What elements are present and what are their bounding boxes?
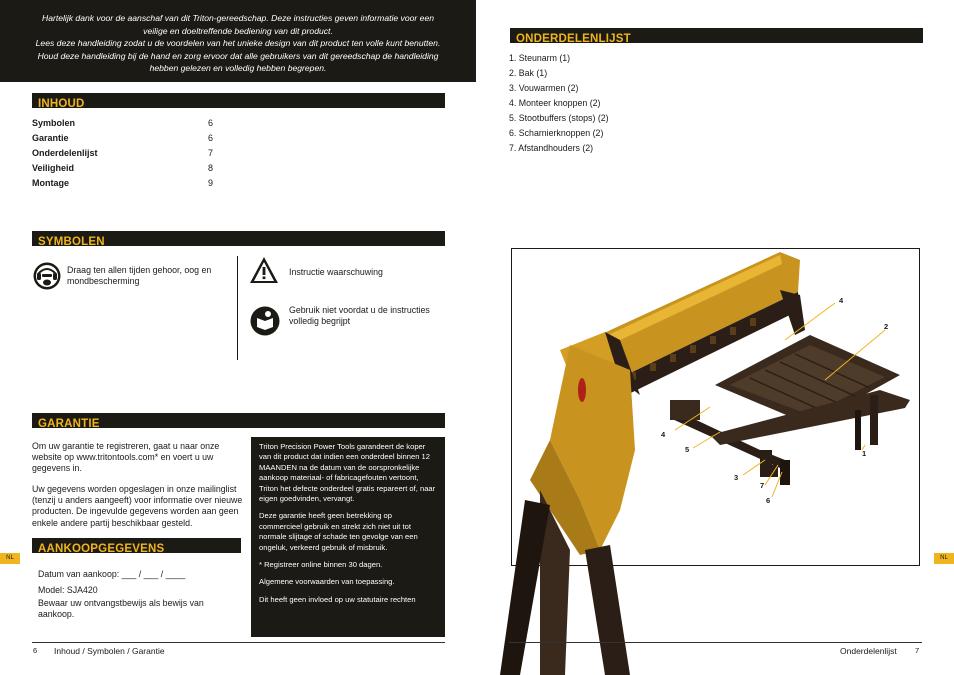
toc-page: 8 (208, 163, 214, 173)
callout-label: 4 (839, 296, 844, 305)
warranty-term: Deze garantie heeft geen betrekking op commercieel gebruik en strekt zich niet uit tot normale slijtage of schade ten gevolge van een ongeluk, verkeerd gebruik of misbruik. (259, 511, 418, 552)
inhoud-header (32, 93, 445, 108)
garantie-title: GARANTIE (38, 418, 100, 430)
parts-item: 4. Monteer knoppen (2) (509, 98, 601, 108)
callout-label: 2 (884, 322, 889, 331)
toc-row[interactable] (32, 118, 232, 133)
intro-line: Houd deze handleiding bij de hand en zorg ervoor dat alle gebruikers van dit gereedschap de handleiding (37, 50, 439, 61)
callout-label: 5 (685, 445, 690, 454)
callout-label: 3 (734, 473, 739, 482)
symbolen-header (32, 231, 445, 246)
onderdelen-title: ONDERDELENLIJST (516, 33, 631, 45)
symbol-divider (237, 256, 238, 360)
footer-rule-right (509, 642, 922, 643)
purchase-date-line: Datum van aankoop: ___ / ___ / ____ (38, 569, 186, 579)
parts-list (509, 53, 709, 158)
ppe-text: Draag ten allen tijden gehoor, oog en mondbescherming (67, 265, 212, 286)
toc-row[interactable] (32, 163, 232, 178)
callout-label: 4 (661, 430, 666, 439)
toc-name: Veiligheid (32, 163, 75, 173)
page-number-right: 7 (915, 646, 920, 655)
model-line: Model: SJA420 (38, 585, 98, 595)
aankoop-header (32, 538, 241, 553)
intro-line: veilige en doeltreffende bediening van dit product. (143, 25, 333, 36)
parts-item: 1. Steunarm (1) (509, 53, 571, 63)
intro-line: Hartelijk dank voor de aanschaf van dit Triton-gereedschap. Deze instructies geven informatie voor een (41, 13, 435, 23)
garantie-para2: Uw gegevens worden opgeslagen in onze mailinglist (tenzij u anders aangeeft) voor informatie over nieuwe producten. De ingevulde gegevens worden aan geen enkele andere partij beschikbaar gesteld. (32, 484, 243, 528)
parts-item: 3. Vouwarmen (2) (509, 83, 579, 93)
footer-rule-left (32, 642, 445, 643)
callout-label: 6 (766, 496, 771, 505)
aankoop-title: AANKOOPGEGEVENS (38, 543, 165, 555)
footer-section-left: Inhoud / Symbolen / Garantie (54, 646, 165, 656)
read-manual-icon (250, 306, 280, 336)
parts-item: 6. Scharnierknoppen (2) (509, 128, 604, 138)
parts-item: 5. Stootbuffers (stops) (2) (509, 113, 609, 123)
intro-line: Lees deze handleiding zodat u de voordelen van het unieke design van dit product ten volle kunt benutten. (35, 38, 441, 49)
intro-line: hebben gelezen en volledig hebben begrepen. (149, 63, 327, 74)
warning-icon (249, 256, 279, 284)
intro-banner (0, 0, 476, 82)
receipt-note: Bewaar uw ontvangstbewijs als bewijs van aankoop. (38, 598, 204, 620)
ppe-icon (33, 262, 61, 290)
toc-row[interactable] (32, 133, 232, 148)
workbench-illustration (430, 250, 920, 675)
toc-row[interactable] (32, 178, 232, 193)
toc-row[interactable] (32, 148, 232, 163)
toc-name: Garantie (32, 133, 69, 143)
parts-item: 7. Afstandhouders (2) (509, 143, 594, 153)
toc-name: Symbolen (32, 118, 76, 128)
toc-name: Montage (32, 178, 69, 188)
warranty-term: * Registreer online binnen 30 dagen. (259, 560, 383, 570)
garantie-para1: Om uw garantie te registreren, gaat u naar onze website op www.tritontools.com* en voert u uw gegevens in. (32, 441, 220, 474)
warranty-term: Dit heeft geen invloed op uw statutaire rechten (259, 594, 416, 604)
footer-section-right: Onderdelenlijst (840, 646, 897, 656)
symbolen-title: SYMBOLEN (38, 236, 105, 248)
toc-page: 6 (208, 118, 214, 128)
callout-label: 7 (760, 481, 765, 490)
inhoud-title: INHOUD (38, 98, 85, 110)
parts-item: 2. Bak (1) (509, 68, 548, 78)
toc-page: 6 (208, 133, 214, 143)
warranty-terms-box (251, 437, 445, 637)
warranty-term: Triton Precision Power Tools garandeert de koper van dit product dat indien een onderdeel binnen 12 MAANDEN na de datum van de oorspronkelijke aankoop materiaal- of fabricagefouten vertoont, Triton het defecte onderdeel gratis repareert of, naar eigen goedvinden, vervangt. (259, 442, 436, 504)
toc-list (32, 118, 232, 193)
language-tag-left: NL (0, 553, 20, 564)
toc-page: 9 (208, 178, 214, 188)
warranty-term: Algemene voorwaarden van toepassing. (259, 577, 395, 587)
toc-name: Onderdelenlijst (32, 148, 98, 158)
toc-page: 7 (208, 148, 214, 158)
callout-label: 1 (862, 449, 867, 458)
warning-text: Instructie waarschuwing (289, 267, 383, 277)
page-number-left: 6 (33, 646, 38, 655)
garantie-header (32, 413, 445, 428)
manual-text: Gebruik niet voordat u de instructies volledig begrijpt (289, 305, 430, 326)
language-tag-right: NL (934, 553, 954, 564)
onderdelen-header (510, 28, 923, 43)
